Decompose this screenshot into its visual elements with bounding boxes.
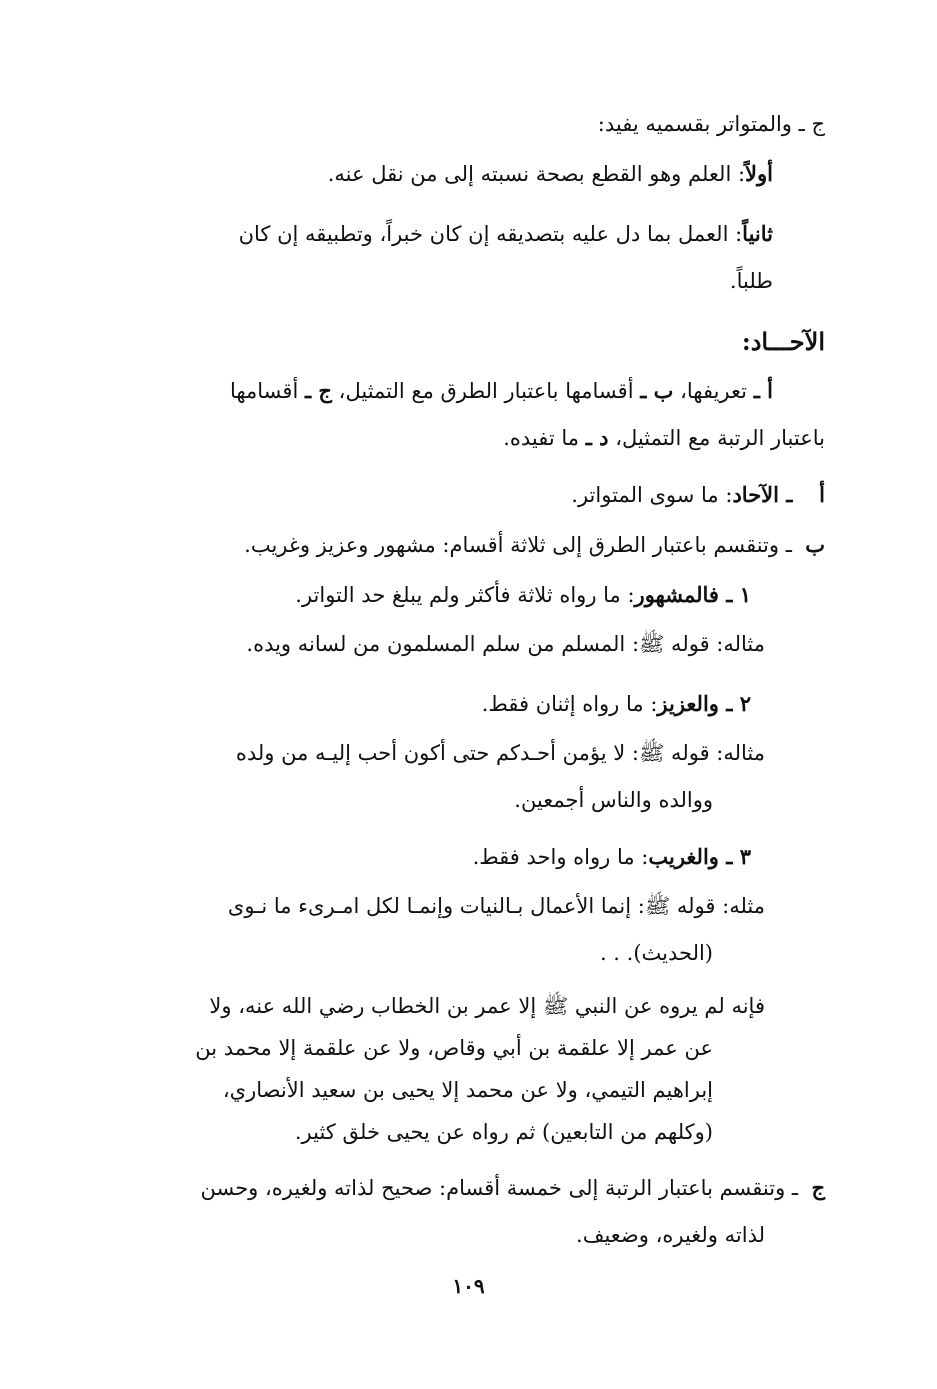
- ahad-outline-line2: باعتبار الرتبة مع التمثيل، د ـ ما تفيده.: [503, 425, 825, 450]
- gharib-definition: ٣ ـ والغريب: ما رواه واحد فقط.: [472, 844, 751, 869]
- aziz-definition: ٢ ـ والعزيز: ما رواه إثنان فقط.: [481, 691, 751, 716]
- ahad-outline-line1: أ ـ تعريفها، ب ـ أقسامها باعتبار الطرق مع التمثيل، ج ـ أقسامها: [229, 378, 773, 403]
- ahad-division: [126, 520, 825, 570]
- page-number: ١٠٩: [452, 1274, 485, 1298]
- def-text: : ما سوى المتواتر.: [571, 483, 733, 507]
- aziz-example-cont: ووالده والناس أجمعين.: [514, 788, 713, 812]
- rank-division-cont: لذاته ولغيره، وضعيف.: [576, 1223, 765, 1247]
- def-marker: أ: [819, 482, 825, 507]
- gharib-example-label: مثله: قوله ﷺ: [644, 894, 765, 918]
- second-benefit: [126, 209, 825, 259]
- second-label: ثانياً: [742, 221, 773, 246]
- ahad-definition: [126, 470, 825, 520]
- second-text-1: : العمل بما دل عليه بتصديقه إن كان خبراً، وتطبيقه إن كان: [238, 222, 743, 246]
- mashhur-example: مثاله: قوله ﷺ: المسلم من سلم المسلمون من لسانه ويده.: [246, 632, 765, 656]
- gharib-label: والغريب: [648, 844, 719, 869]
- div-text: ـ وتنقسم باعتبار الطرق إلى ثلاثة أقسام: مشهور وعزيز وغريب.: [244, 533, 792, 557]
- mutawatir-benefit-intro: ج ـ والمتواتر بقسميه يفيد:: [597, 112, 825, 136]
- gharib-explanation-2: عن عمر إلا علقمة بن أبي وقاص، ولا عن علقمة إلا محمد بن: [195, 1036, 713, 1060]
- ahad-heading: الآحـــاد:: [741, 327, 825, 356]
- first-label: أولاً: [745, 161, 773, 186]
- page-body: [126, 100, 825, 1257]
- aziz-example-label: مثاله: قوله ﷺ: [639, 741, 765, 765]
- second-text-2: طلباً.: [729, 269, 773, 293]
- first-text: : العلم وهو القطع بصحة نسبته إلى من نقل عنه.: [327, 162, 746, 186]
- rank-division: ج ـ وتنقسم باعتبار الرتبة إلى خمسة أقسام: صحيح لذاته ولغيره، وحسن: [126, 1163, 825, 1213]
- gharib-example-cont: (الحديث). . .: [599, 941, 713, 965]
- second-benefit-cont: [126, 259, 825, 303]
- div-marker: ب: [805, 532, 825, 557]
- mashhur-definition: ١ ـ فالمشهور: ما رواه ثلاثة فأكثر ولم يبلغ حد التواتر.: [295, 582, 751, 607]
- rank-marker: ج: [811, 1175, 825, 1200]
- first-benefit: [126, 149, 825, 199]
- aziz-label: والعزيز: [657, 691, 719, 716]
- gharib-explanation-1: فإنه لم يروه عن النبي ﷺ إلا عمر بن الخطاب رضي الله عنه، ولا: [209, 994, 765, 1018]
- aziz-example: مثاله: قوله ﷺ: لا يؤمن أحـدكم حتى أكون أحب إليـه من ولده: [235, 741, 765, 765]
- gharib-explanation-3: إبراهيم التيمي، ولا عن محمد إلا يحيى بن سعيد الأنصاري،: [222, 1078, 713, 1102]
- mashhur-label: فالمشهور: [634, 582, 719, 607]
- gharib-example: مثله: قوله ﷺ: إنما الأعمال بـالنيات وإنمـا لكل امـرىء ما نـوى: [227, 894, 765, 918]
- gharib-explanation-4: (وكلهم من التابعين) ثم رواه عن يحيى خلق كثير.: [294, 1120, 713, 1144]
- mashhur-example-label: مثاله: قوله ﷺ: [639, 632, 765, 656]
- def-label: ـ الآحاد: [732, 482, 793, 507]
